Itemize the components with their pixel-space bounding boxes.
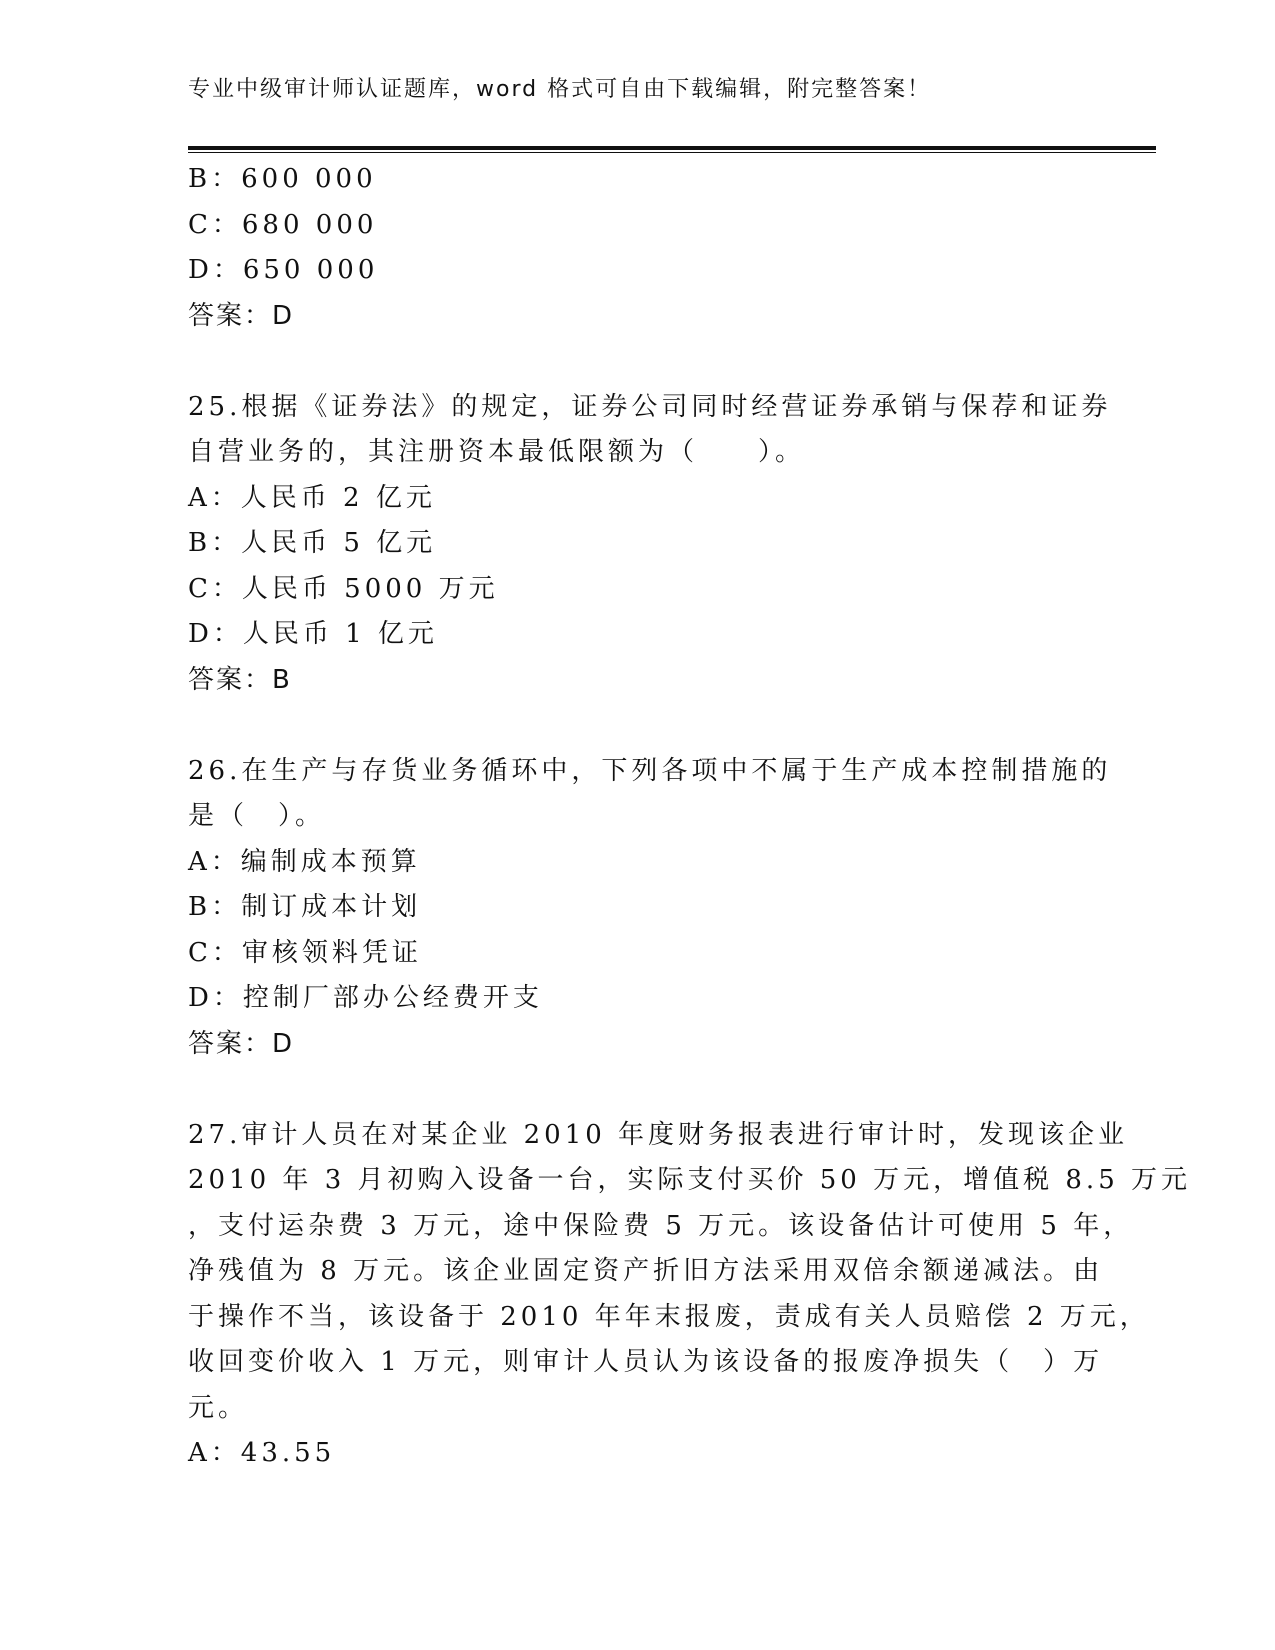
option-c: C：680 000 [188,209,378,240]
question-stem-line: ，支付运杂费 3 万元，途中保险费 5 万元。该设备估计可使用 5 年， [188,1210,1134,1241]
question-stem-line: 27.审计人员在对某企业 2010 年度财务报表进行审计时，发现该企业 [188,1119,1129,1150]
option-d: D：650 000 [188,255,379,285]
answer-line: 答案：D [188,300,295,331]
question-stem-line: 净残值为 8 万元。该企业固定资产折旧方法采用双倍余额递减法。由 [188,1256,1104,1286]
option-a: A：43.55 [188,1438,336,1468]
question-24-tail [188,157,1088,339]
question-26 [188,749,1112,1068]
document-body [188,157,1191,1477]
question-stem-line: 收回变价收入 1 万元，则审计人员认为该设备的报废净损失（ ）万 [188,1347,1104,1377]
answer-line: 答案：B [188,664,292,695]
spacer [188,703,1088,749]
page-header: 专业中级审计师认证题库，word 格式可自由下载编辑，附完整答案！ [188,77,932,102]
question-stem-line: 自营业务的，其注册资本最低限额为（ ）。 [188,437,806,467]
option-a: A：编制成本预算 [188,846,421,877]
option-d: D：人民币 1 亿元 [188,619,438,649]
option-a: A：人民币 2 亿元 [188,482,436,513]
question-stem-line: 26.在生产与存货业务循环中，下列各项中不属于生产成本控制措施的 [188,755,1112,786]
option-c: C：人民币 5000 万元 [188,573,499,604]
question-stem-line: 25.根据《证券法》的规定，证券公司同时经营证券承销与保荐和证券 [188,391,1112,422]
question-stem-line: 元。 [188,1392,249,1423]
option-d: D：控制厂部办公经费开支 [188,983,543,1013]
answer-line: 答案：D [188,1028,295,1059]
option-b: B：人民币 5 亿元 [188,528,437,558]
question-stem-line: 2010 年 3 月初购入设备一台，实际支付买价 50 万元，增值税 8.5 万元 [188,1165,1191,1195]
question-stem-line: 于操作不当，该设备于 2010 年年末报废，责成有关人员赔偿 2 万元， [188,1301,1150,1332]
question-27 [188,1113,1191,1477]
question-25 [188,385,1112,704]
header-divider [188,146,1156,152]
spacer [188,1067,1088,1113]
option-c: C：审核领料凭证 [188,937,422,968]
spacer [188,339,1088,385]
option-b: B：制订成本计划 [188,892,422,922]
option-b: B：600 000 [188,164,377,194]
question-stem-line: 是（ ）。 [188,801,326,831]
